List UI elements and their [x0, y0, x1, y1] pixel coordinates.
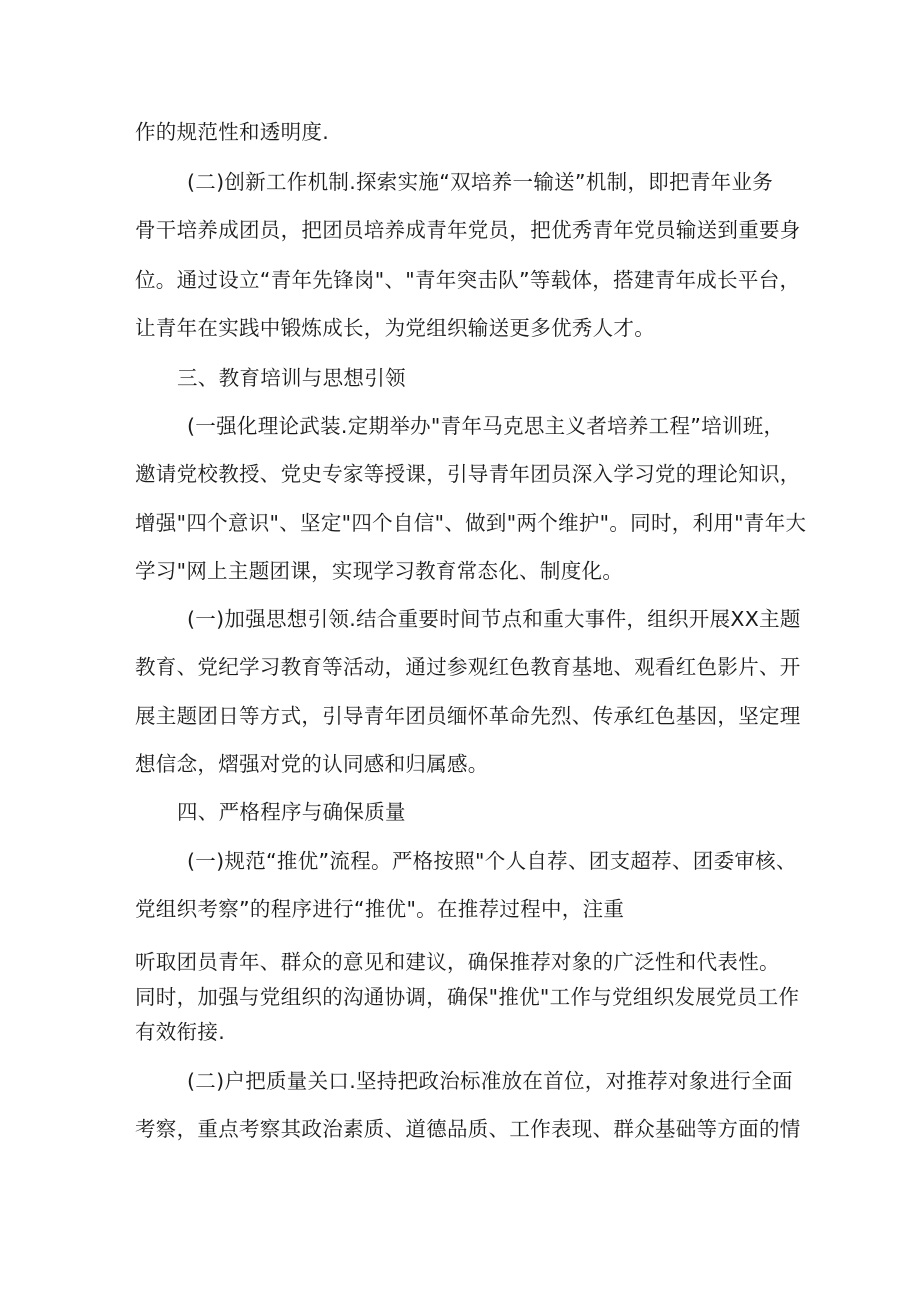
paragraph-line: 展主题团日等方式，引导青年团员缅怀革命先烈、传承红色基因，坚定理 — [135, 704, 801, 728]
paragraph-line: 学习"网上主题团课，实现学习教育常态化、制度化。 — [135, 559, 624, 583]
paragraph-line: 想信念，熠强对党的认同感和归属感。 — [135, 752, 489, 776]
paragraph-line: 同时，加强与党组织的沟通协调，确保"推优"工作与党组织发展党员工作 — [135, 985, 800, 1009]
paragraph-line: (一)规范“推优”流程。严格按照"个人自荐、团支超荐、团委审核、 — [187, 849, 797, 873]
paragraph-line: (二)户把质量关口.坚持把政治标准放在首位，对推荐对象进行全面 — [187, 1069, 793, 1093]
paragraph-line: 让青年在实践中锻炼成长，为党组织输送更多优秀人才。 — [135, 316, 655, 340]
paragraph-line: (二)创新工作机制.探索实施“双培养一输送”机制，即把青年业务 — [187, 170, 774, 194]
paragraph-line: (一强化理论武装.定期举办"青年马克思主义者培养工程”培训班， — [187, 414, 785, 438]
paragraph-line: 教育、党纪学习教育等活动，通过参观红色教育基地、观看红色影片、开 — [135, 655, 801, 679]
paragraph-line: 考察，重点考察其政治素质、道德品质、工作表现、群众基础等方面的情 — [135, 1117, 801, 1141]
paragraph-line: 骨干培养成团员，把团员培养成青年党员，把优秀青年党员输送到重要身 — [135, 218, 801, 242]
section-heading: 三、教育培训与思想引领 — [177, 366, 406, 390]
paragraph-line: 增强"四个意识"、坚定"四个自信"、做到"两个维护"。同时，利用"青年大 — [135, 511, 807, 535]
paragraph-line: 党组织考察”的程序进行“推优"。在推荐过程中，注重 — [135, 897, 625, 921]
paragraph-line: (一)加强思想引领.结合重要时间节点和重大事件，组织开展XX主题 — [187, 607, 801, 631]
paragraph-line: 听取团员青年、群众的意见和建议，确保推荐对象的广泛性和代表性。 — [135, 950, 780, 974]
section-heading: 四、严格程序与确保质量 — [177, 800, 406, 824]
paragraph-line: 作的规范性和透明度. — [135, 120, 330, 144]
paragraph-line: 有效衔接. — [135, 1020, 226, 1044]
paragraph-line: 位。通过设立“青年先锋岗"、"青年突击队”等载体，搭建青年成长平台， — [135, 268, 801, 292]
paragraph-line: 邀请党校教授、党史专家等授课，引导青年团员深入学习党的理论知识， — [135, 462, 801, 486]
